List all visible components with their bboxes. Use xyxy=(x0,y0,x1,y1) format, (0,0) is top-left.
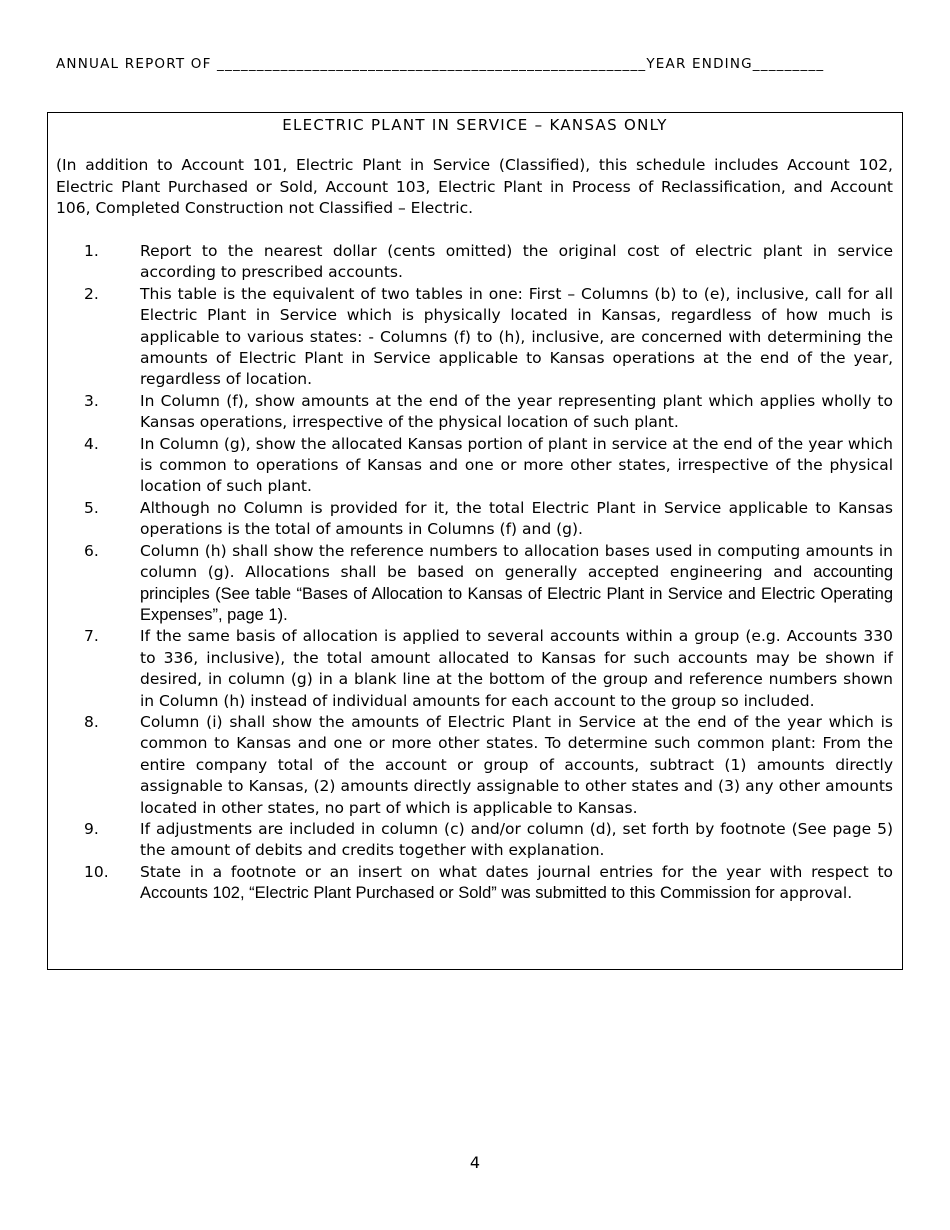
instruction-text: In Column (g), show the allocated Kansas portion of plant in service at the end of the year which is common to operations of Kansas and one or more other states, irrespective of the physical location of such plant. xyxy=(140,434,893,496)
instruction-item xyxy=(56,541,893,627)
instruction-number: 3. xyxy=(84,391,99,410)
instruction-text: State in a footnote or an insert on what dates journal entries for the year with respect to xyxy=(140,862,893,881)
instruction-text: If the same basis of allocation is applied to several accounts within a group (e.g. Accounts 330 to 336, inclusive), the total amount allocated to Kansas for such accounts may be shown if desired, in column (g) in a blank line at the bottom of the group and reference numbers shown in Column (h) instead of individual amounts for each account to the group so included. xyxy=(140,627,893,710)
instruction-number: 9. xyxy=(84,819,99,838)
instruction-item xyxy=(56,819,893,862)
page-number: 4 xyxy=(469,1153,481,1172)
instruction-number: 4. xyxy=(84,434,99,453)
instruction-number: 5. xyxy=(84,498,99,517)
instruction-text: Report to the nearest dollar (cents omitted) the original cost of electric plant in service according to prescribed accounts. xyxy=(140,242,893,282)
instruction-item xyxy=(56,284,893,391)
schedule-title: ELECTRIC PLANT IN SERVICE – KANSAS ONLY xyxy=(282,116,668,134)
instruction-text: Column (i) shall show the amounts of Electric Plant in Service at the end of the year which is common to Kansas and one or more other states. To determine such common plant: From the entire company total of the account or group of accounts, subtract (1) amounts directly assignable to Kansas, (2) amounts directly assignable to other states and (3) any other amounts located in other states, no part of which is applicable to Kansas. xyxy=(140,712,893,817)
instruction-number: 8. xyxy=(84,712,99,731)
instruction-number: 6. xyxy=(84,541,99,560)
instruction-item xyxy=(56,391,893,434)
instruction-text-reference: accounting principles (See table “Bases of Allocation to Kansas of Electric Plant in Service and Electric Operating Expenses”, page 1). xyxy=(140,563,893,624)
instruction-number: 10. xyxy=(84,862,109,881)
instruction-number: 1. xyxy=(84,242,99,260)
instruction-item xyxy=(56,862,893,905)
instruction-item xyxy=(56,626,893,712)
annual-report-label: ANNUAL REPORT OF ______________________________________________________ xyxy=(56,56,647,72)
instruction-item xyxy=(56,712,893,819)
report-header xyxy=(56,56,886,72)
instruction-item xyxy=(56,241,893,284)
instructions-list xyxy=(56,241,893,905)
instruction-number: 7. xyxy=(84,627,99,646)
instruction-text: In Column (f), show amounts at the end of the year representing plant which applies wholly to Kansas operations, irrespective of the physical location of such plant. xyxy=(140,391,893,432)
instruction-item xyxy=(56,434,893,498)
instruction-text: This table is the equivalent of two tables in one: First – Columns (b) to (e), inclusive, call for all Electric Plant in Service which is physically located in Kansas, regardless of how much is applicable to various states: - Columns (f) to (h), inclusive, are concerned with determining the amounts of Electric Plant in Service applicable to Kansas operations at the end of the year, regardless of location. xyxy=(140,284,893,389)
instruction-number: 2. xyxy=(84,284,99,303)
instruction-text-accounts: Accounts 102, “Electric Plant Purchased or Sold” was submitted to this Commission for xyxy=(140,884,775,903)
instruction-text: If adjustments are included in column (c) and/or column (d), set forth by footnote (See page 5) the amount of debits and credits together with explanation. xyxy=(140,819,893,860)
year-ending-label: YEAR ENDING_________ xyxy=(646,56,825,72)
instruction-text: Although no Column is provided for it, the total Electric Plant in Service applicable to Kansas operations is the total of amounts in Columns (f) and (g). xyxy=(140,498,893,539)
schedule-intro: (In addition to Account 101, Electric Plant in Service (Classified), this schedule includes Account 102, Electric Plant Purchased or Sold, Account 103, Electric Plant in Process of Reclassification, and Account 106, Completed Construction not Classified – Electric. xyxy=(56,156,893,217)
instruction-text: Column (h) shall show the reference numbers to allocation bases used in computing amounts in column (g). Allocations shall be based on generally accepted engineering and xyxy=(140,541,893,582)
instructions-box xyxy=(47,112,903,970)
instruction-item xyxy=(56,498,893,541)
instruction-text-end: approval. xyxy=(779,884,853,903)
